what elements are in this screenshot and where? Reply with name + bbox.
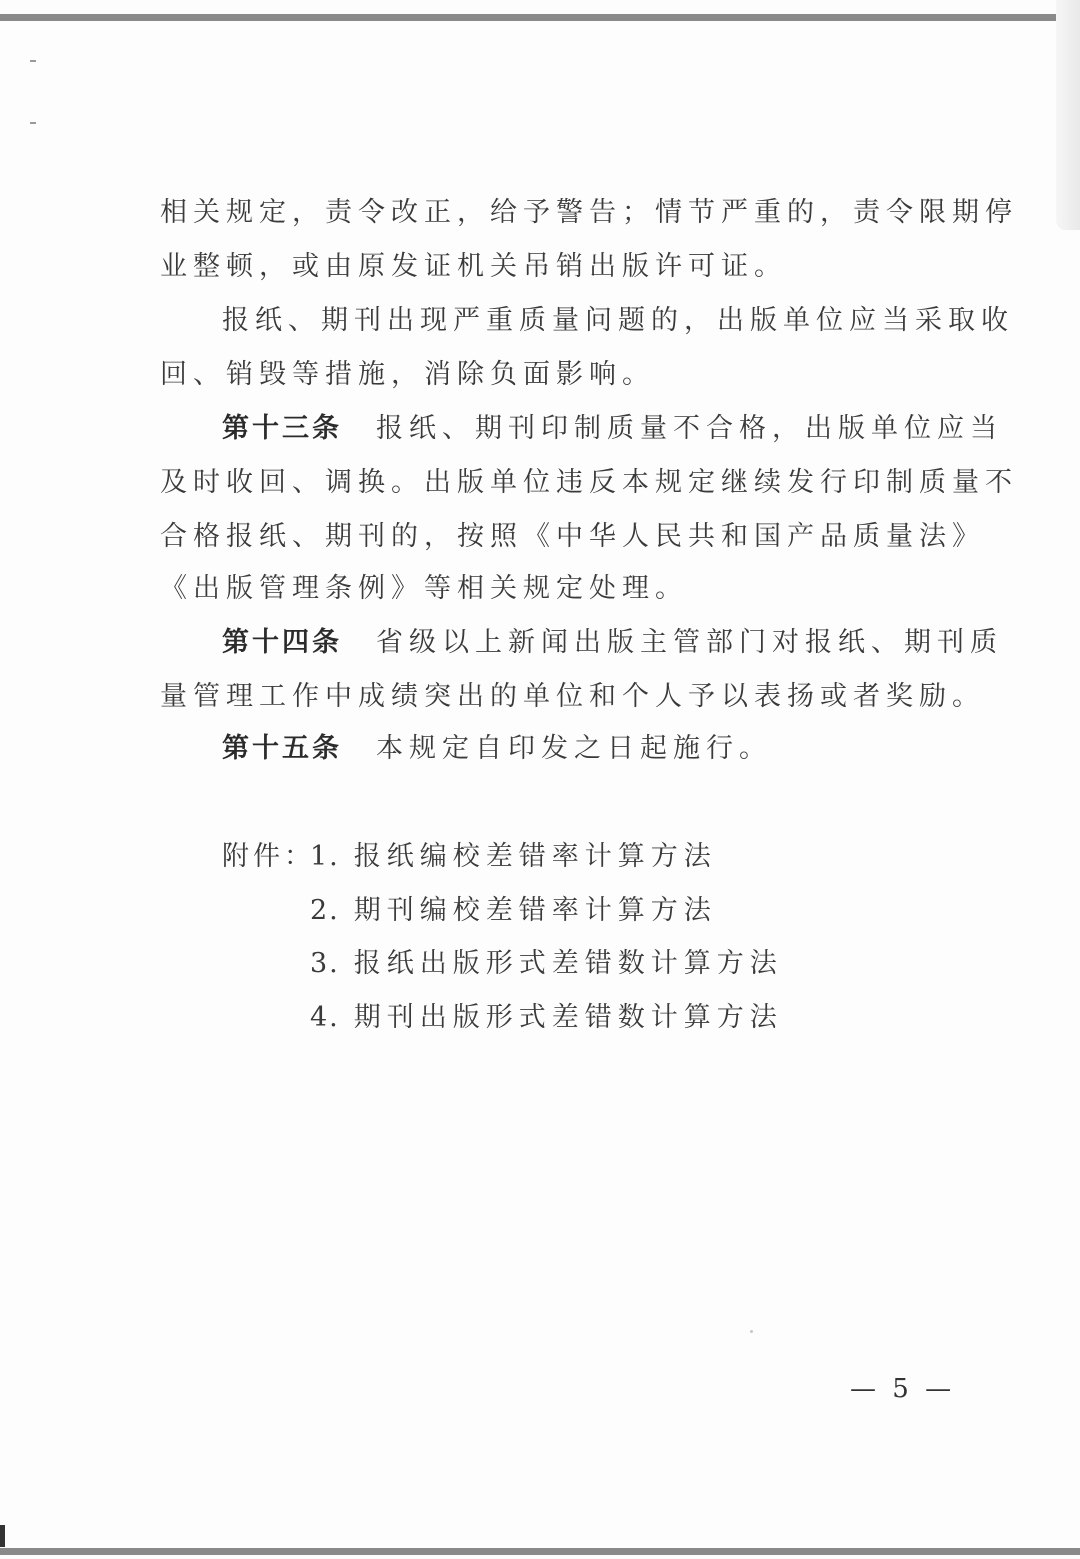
article-14-heading: 第十四条 xyxy=(222,627,342,658)
scan-speck xyxy=(750,1330,753,1333)
attachment-number: 3. xyxy=(310,948,340,979)
article-13-line-3: 合格报纸、期刊的，按照《中华人民共和国产品质量法》 xyxy=(160,521,985,552)
article-13-line-4: 《出版管理条例》等相关规定处理。 xyxy=(160,573,688,604)
margin-tick xyxy=(30,60,36,62)
attachments-label: 附件： xyxy=(222,841,315,872)
attachment-title: 报纸出版形式差错数计算方法 xyxy=(353,948,783,979)
article-15-text: 本规定自印发之日起施行。 xyxy=(376,733,772,764)
article-14-line-2: 量管理工作中成绩突出的单位和个人予以表扬或者奖励。 xyxy=(160,681,985,712)
paragraph-intro-line-2: 业整顿，或由原发证机关吊销出版许可证。 xyxy=(160,251,787,282)
margin-tick xyxy=(30,122,36,124)
attachment-item xyxy=(310,947,783,981)
article-13-line-1 xyxy=(222,412,1003,446)
scan-edge-mark xyxy=(0,1525,5,1547)
attachment-item xyxy=(310,840,717,874)
article-13-heading: 第十三条 xyxy=(222,413,342,444)
scan-border-top xyxy=(0,14,1056,21)
attachment-title: 报纸编校差错率计算方法 xyxy=(353,841,717,872)
paragraph-recall-line-2: 回、销毁等措施，消除负面影响。 xyxy=(160,359,655,390)
page-number: — 5 — xyxy=(850,1374,956,1404)
attachment-number: 1. xyxy=(310,841,340,872)
article-15-line-1 xyxy=(222,732,772,766)
attachment-number: 2. xyxy=(310,895,340,926)
attachment-number: 4. xyxy=(310,1002,340,1033)
attachment-title: 期刊出版形式差错数计算方法 xyxy=(353,1002,783,1033)
article-14-text: 省级以上新闻出版主管部门对报纸、期刊质 xyxy=(376,627,1003,658)
attachment-item xyxy=(310,1001,783,1035)
article-13-line-2: 及时收回、调换。出版单位违反本规定继续发行印制质量不 xyxy=(160,467,1018,498)
article-14-line-1 xyxy=(222,626,1003,660)
attachment-item xyxy=(310,894,717,928)
article-15-heading: 第十五条 xyxy=(222,733,342,764)
paragraph-recall-line-1: 报纸、期刊出现严重质量问题的，出版单位应当采取收 xyxy=(222,305,1014,336)
paragraph-intro-line-1: 相关规定，责令改正，给予警告；情节严重的，责令限期停 xyxy=(160,197,1018,228)
scan-edge-shadow xyxy=(1056,0,1080,230)
article-13-text: 报纸、期刊印制质量不合格，出版单位应当 xyxy=(376,413,1003,444)
attachment-title: 期刊编校差错率计算方法 xyxy=(353,895,717,926)
scan-border-bottom xyxy=(0,1548,1080,1555)
